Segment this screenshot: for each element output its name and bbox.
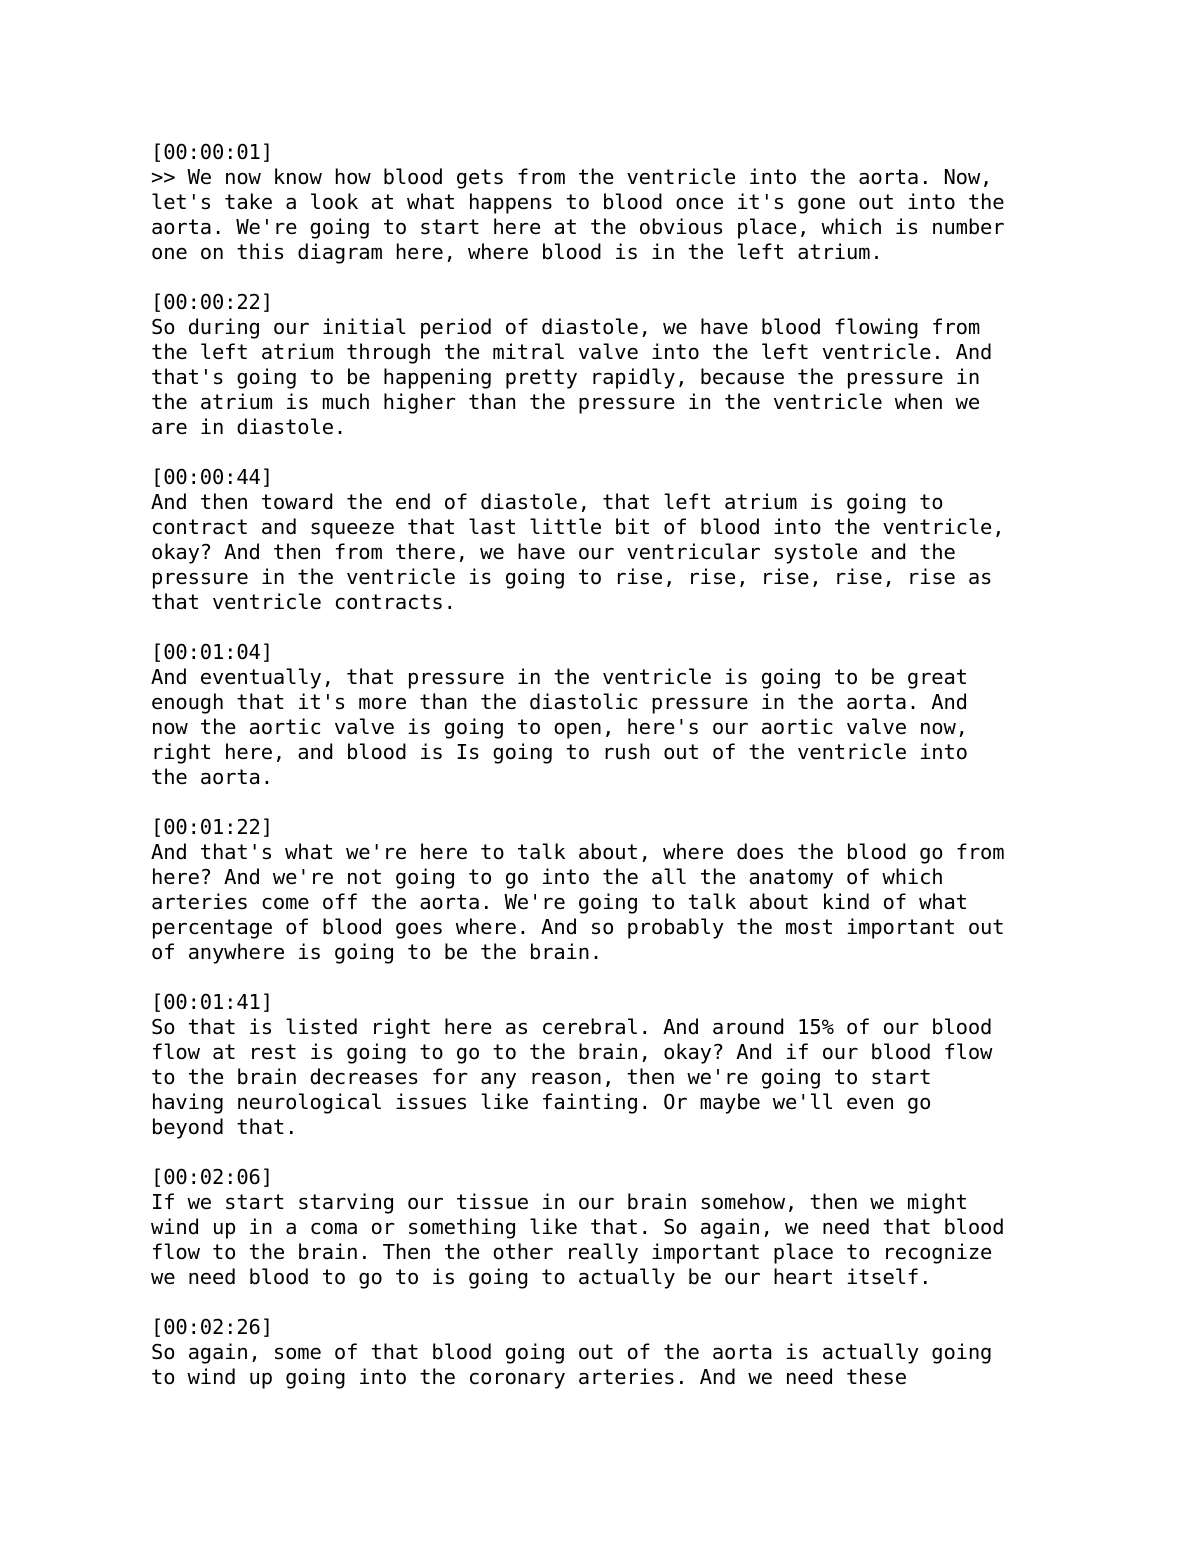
transcript-segment-4 — [151, 640, 1151, 790]
transcript-line: that's going to be happening pretty rapidly, because the pressure in — [151, 365, 981, 389]
timestamp: [00:01:04] — [151, 640, 273, 664]
transcript-segment-7 — [151, 1165, 1151, 1290]
timestamp: [00:02:26] — [151, 1315, 273, 1339]
transcript-segment-8 — [151, 1315, 1151, 1390]
transcript-line: pressure in the ventricle is going to rise, rise, rise, rise, rise as — [151, 565, 993, 589]
transcript-line: right here, and blood is Is going to rush out of the ventricle into — [151, 740, 968, 764]
transcript-segment-1 — [151, 140, 1151, 265]
transcript-line: And then toward the end of diastole, that left atrium is going to — [151, 490, 944, 514]
timestamp: [00:00:22] — [151, 290, 273, 314]
transcript-line: And eventually, that pressure in the ventricle is going to be great — [151, 665, 968, 689]
transcript-line: >> We now know how blood gets from the ventricle into the aorta. Now, — [151, 165, 993, 189]
transcript-segment-2 — [151, 290, 1151, 440]
transcript-line: to wind up going into the coronary arteries. And we need these — [151, 1365, 907, 1389]
transcript-line: If we start starving our tissue in our brain somehow, then we might — [151, 1190, 968, 1214]
transcript-line: So during our initial period of diastole, we have blood flowing from — [151, 315, 981, 339]
transcript-page — [151, 140, 1151, 1415]
transcript-line: one on this diagram here, where blood is in the left atrium. — [151, 240, 883, 264]
transcript-line: contract and squeeze that last little bit of blood into the ventricle, — [151, 515, 1005, 539]
transcript-segment-5 — [151, 815, 1151, 965]
transcript-line: flow to the brain. Then the other really important place to recognize — [151, 1240, 993, 1264]
transcript-line: the aorta. — [151, 765, 273, 789]
transcript-line: So again, some of that blood going out of the aorta is actually going — [151, 1340, 993, 1364]
transcript-line: arteries come off the aorta. We're going to talk about kind of what — [151, 890, 968, 914]
transcript-line: that ventricle contracts. — [151, 590, 456, 614]
transcript-line: here? And we're not going to go into the all the anatomy of which — [151, 865, 944, 889]
transcript-segment-6 — [151, 990, 1151, 1140]
transcript-line: percentage of blood goes where. And so probably the most important out — [151, 915, 1005, 939]
transcript-line: wind up in a coma or something like that. So again, we need that blood — [151, 1215, 1005, 1239]
transcript-line: having neurological issues like fainting. Or maybe we'll even go — [151, 1090, 932, 1114]
transcript-line: of anywhere is going to be the brain. — [151, 940, 603, 964]
transcript-line: beyond that. — [151, 1115, 298, 1139]
timestamp: [00:01:22] — [151, 815, 273, 839]
timestamp: [00:02:06] — [151, 1165, 273, 1189]
transcript-line: the left atrium through the mitral valve into the left ventricle. And — [151, 340, 993, 364]
timestamp: [00:01:41] — [151, 990, 273, 1014]
transcript-line: aorta. We're going to start here at the obvious place, which is number — [151, 215, 1005, 239]
transcript-line: enough that it's more than the diastolic pressure in the aorta. And — [151, 690, 968, 714]
transcript-line: now the aortic valve is going to open, here's our aortic valve now, — [151, 715, 968, 739]
transcript-line: we need blood to go to is going to actually be our heart itself. — [151, 1265, 932, 1289]
transcript-line: to the brain decreases for any reason, then we're going to start — [151, 1065, 932, 1089]
transcript-line: flow at rest is going to go to the brain, okay? And if our blood flow — [151, 1040, 993, 1064]
transcript-line: are in diastole. — [151, 415, 347, 439]
transcript-line: So that is listed right here as cerebral. And around 15% of our blood — [151, 1015, 993, 1039]
transcript-segment-3 — [151, 465, 1151, 615]
transcript-line: let's take a look at what happens to blood once it's gone out into the — [151, 190, 1005, 214]
timestamp: [00:00:44] — [151, 465, 273, 489]
timestamp: [00:00:01] — [151, 140, 273, 164]
transcript-line: And that's what we're here to talk about, where does the blood go from — [151, 840, 1005, 864]
transcript-line: the atrium is much higher than the pressure in the ventricle when we — [151, 390, 981, 414]
transcript-line: okay? And then from there, we have our ventricular systole and the — [151, 540, 956, 564]
